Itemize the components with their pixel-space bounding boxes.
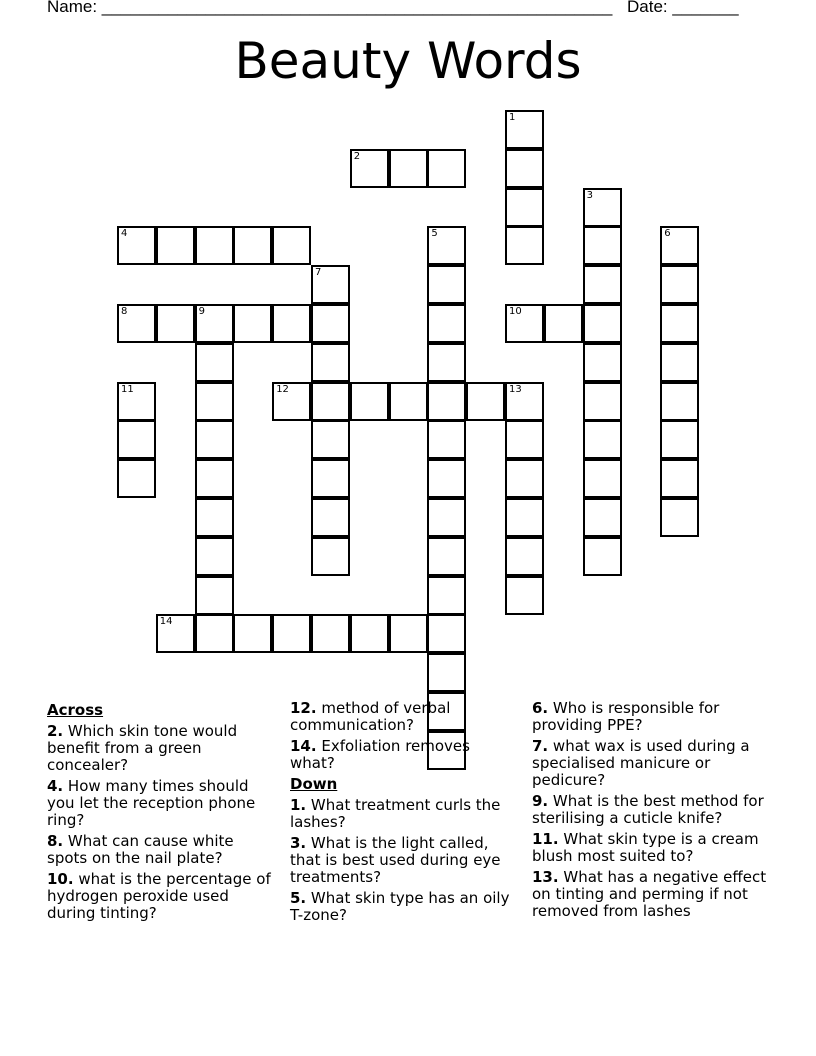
grid-cell[interactable] [583,459,622,498]
grid-cell[interactable] [427,265,466,304]
grid-cell[interactable] [156,226,195,265]
grid-cell[interactable] [505,110,544,149]
grid-cell[interactable] [427,653,466,692]
grid-cell[interactable] [311,304,350,343]
grid-cell[interactable] [427,226,466,265]
grid-cell[interactable] [350,614,389,653]
grid-cell[interactable] [311,420,350,459]
clue-number: 10 [509,306,522,317]
clue-down-13: 13. What has a negative effect on tinting and perming if not removed from lashes [532,868,767,920]
grid-cell[interactable] [427,343,466,382]
grid-cell[interactable] [583,304,622,343]
grid-cell[interactable] [272,226,311,265]
grid-cell[interactable] [427,304,466,343]
grid-cell[interactable] [505,498,544,537]
clues-column-1 [47,700,275,926]
clue-down-1: 1. What treatment curls the lashes? [290,796,501,831]
grid-cell[interactable] [233,304,272,343]
grid-cell[interactable] [427,498,466,537]
grid-cell[interactable] [311,265,350,304]
grid-cell[interactable] [233,614,272,653]
grid-cell[interactable] [427,420,466,459]
grid-cell[interactable] [117,304,156,343]
grid-cell[interactable] [505,537,544,576]
grid-cell[interactable] [505,149,544,188]
clue-number: 2 [353,150,361,162]
grid-cell[interactable] [311,459,350,498]
grid-cell[interactable] [311,614,350,653]
grid-cell[interactable] [660,420,699,459]
grid-cell[interactable] [505,382,544,421]
clue-number: 5 [431,228,438,240]
clue-number: 11 [121,383,134,395]
grid-cell[interactable] [195,537,234,576]
grid-cell[interactable] [466,382,505,421]
clue-across-12: 12. method of verbal communication? [290,699,451,734]
page-title: Beauty Words [234,32,582,90]
grid-cell[interactable] [195,304,234,343]
grid-cell[interactable] [660,226,699,265]
grid-cell[interactable] [505,226,544,265]
grid-cell[interactable] [117,420,156,459]
grid-cell[interactable] [427,459,466,498]
grid-cell[interactable] [195,498,234,537]
grid-cell[interactable] [350,382,389,421]
clue-number: 8 [121,306,128,317]
grid-cell[interactable] [311,343,350,382]
grid-cell[interactable] [117,459,156,498]
clue-down-11: 11. What skin type is a cream blush most suited to? [532,830,759,865]
clue-down-7: 7. what wax is used during a specialised manicure or pedicure? [532,737,750,789]
grid-cell[interactable] [311,382,350,421]
clues-column-3 [532,700,772,924]
name-line[interactable]: Name: ______________________________________________________ [47,0,613,16]
clue-down-6: 6. Who is responsible for providing PPE? [532,699,720,734]
clue-number: 7 [315,267,322,279]
grid-cell[interactable] [583,343,622,382]
grid-cell[interactable] [427,576,466,615]
grid-cell[interactable] [117,382,156,421]
clue-down-9: 9. What is the best method for sterilising a cuticle knife? [532,792,764,827]
clue-down-3: 3. What is the light called, that is best used during eye treatments? [290,834,501,886]
clue-across-4: 4. How many times should you let the reception phone ring? [47,777,256,829]
grid-cell[interactable] [660,304,699,343]
grid-cell[interactable] [272,304,311,343]
grid-cell[interactable] [505,459,544,498]
grid-cell[interactable] [583,226,622,265]
clue-across-10: 10. what is the percentage of hydrogen peroxide used during tinting? [47,870,271,922]
grid-cell[interactable] [272,382,311,421]
grid-cell[interactable] [156,614,195,653]
clue-across-14: 14. Exfoliation removes what? [290,737,470,772]
clue-number: 9 [198,306,205,317]
clue-down-5: 5. What skin type has an oily T-zone? [290,889,510,924]
grid-cell[interactable] [660,343,699,382]
grid-cell[interactable] [389,614,428,653]
grid-cell[interactable] [195,614,234,653]
grid-cell[interactable] [117,226,156,265]
grid-cell[interactable] [427,614,466,653]
grid-cell[interactable] [427,382,466,421]
grid-cell[interactable] [195,576,234,615]
clue-number: 13 [509,383,522,395]
grid-cell[interactable] [195,382,234,421]
date-line[interactable]: Date: _______ [627,0,739,16]
grid-cell[interactable] [583,265,622,304]
grid-cell[interactable] [660,265,699,304]
clue-across-2: 2. Which skin tone would benefit from a green concealer? [47,722,238,774]
clue-number: 1 [509,112,516,123]
grid-cell[interactable] [583,537,622,576]
grid-cell[interactable] [505,576,544,615]
grid-cell[interactable] [311,498,350,537]
grid-cell[interactable] [195,343,234,382]
grid-cell[interactable] [233,226,272,265]
grid-cell[interactable] [427,149,466,188]
across-heading: Across [47,701,104,719]
grid-cell[interactable] [505,188,544,227]
grid-cell[interactable] [156,304,195,343]
grid-cell[interactable] [350,149,389,188]
clue-number: 12 [276,383,289,395]
grid-cell[interactable] [660,459,699,498]
grid-cell[interactable] [389,382,428,421]
grid-cell[interactable] [427,537,466,576]
grid-cell[interactable] [505,420,544,459]
clue-number: 4 [121,228,128,240]
grid-cell[interactable] [505,304,544,343]
grid-cell[interactable] [195,226,234,265]
grid-cell[interactable] [311,537,350,576]
grid-cell[interactable] [583,188,622,227]
grid-cell[interactable] [272,614,311,653]
clue-number: 14 [159,616,173,628]
grid-cell[interactable] [195,459,234,498]
grid-cell[interactable] [583,382,622,421]
grid-cell[interactable] [583,498,622,537]
clues-column-2 [290,700,518,928]
grid-cell[interactable] [660,498,699,537]
clue-across-8: 8. What can cause white spots on the nail plate? [47,832,234,867]
clue-number: 6 [664,228,671,240]
grid-cell[interactable] [544,304,583,343]
grid-cell[interactable] [389,149,428,188]
grid-cell[interactable] [660,382,699,421]
grid-cell[interactable] [583,420,622,459]
down-heading: Down [290,775,338,793]
grid-cell[interactable] [195,420,234,459]
clue-number: 3 [586,189,593,201]
